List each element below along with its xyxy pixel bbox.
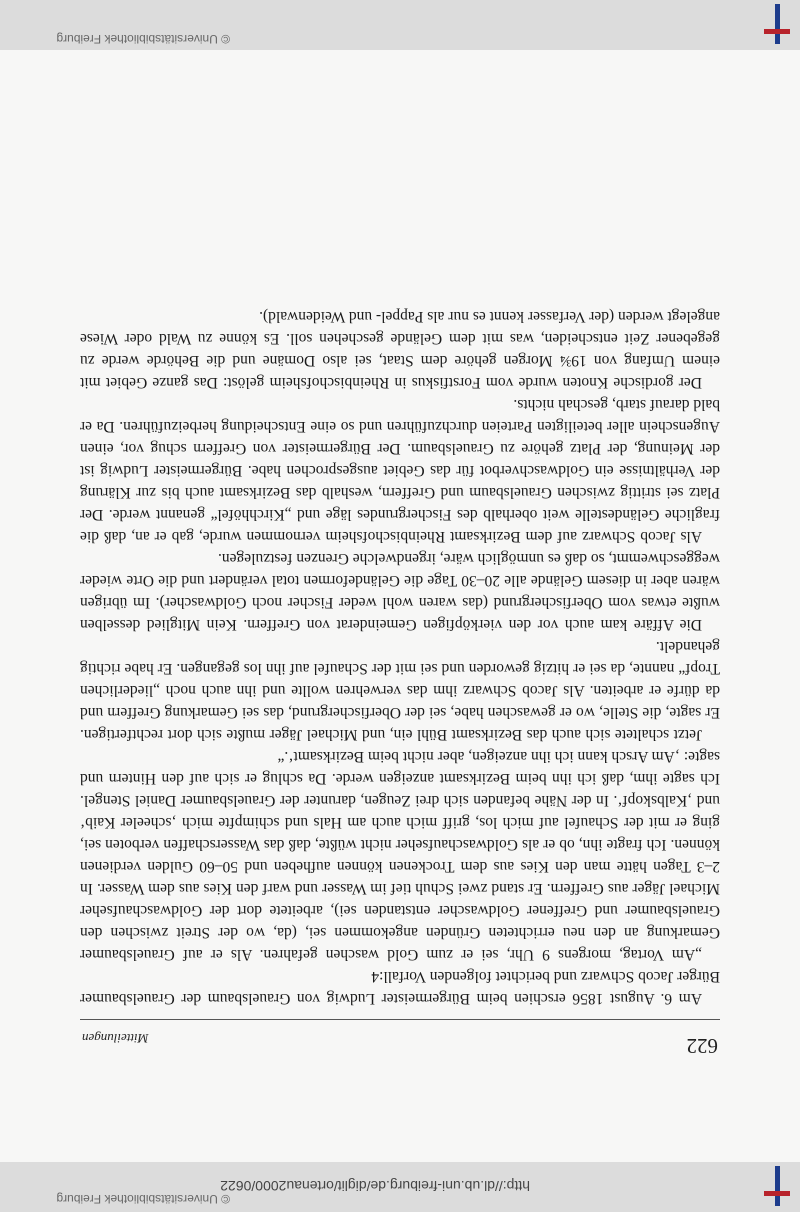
paragraph: Als Jacob Schwarz auf dem Bezirksamt Rheinbischofsheim vernommen wurde, gab er an, daß die fragliche Geländestelle weit oberhalb des Fischergrundes läge und „Kirchhöfel“ genannt werde. Der Platz sei strittig zwischen Grauelsbaum und Greffern, weshalb das Bezirksamt auch bis zur Klärung der Verhältnisse ein Goldwaschverbot für das Gebiet ausgesprochen habe. Bürgermeister Ludwig ist der Meinung, der Platz gehöre zu Grauelsbaum. Der Bürgermeister von Greffern schug vor, einen Augenschein aller beteiligten Parteien durchzuführen und so eine Entscheidung herbeizuführen. Da er bald darauf starb, geschah nichts. — [80, 396, 720, 545]
library-credit-cropped: © Universitätsbibliothek Freiburg — [56, 32, 230, 46]
library-credit: © Universitätsbibliothek Freiburg — [56, 1192, 230, 1206]
page-body — [80, 305, 720, 1009]
paragraph: „Am Vortag, morgens 9 Uhr, sei er zum Gold waschen gefahren. Als er auf Grauelsbaumer Gemarkung an den neu errichteten Gründen angekommen sei, (da, wo der Streit zwischen den Grauelsbaumer und Greffener Goldwascher entstanden sei), arbeitete dort der Goldwaschaufseher Michael Jäger aus Greffern. Er stand zwei Schuh tief im Wasser und warf den Kies aus dem Wasser. In 2–3 Tagen hätte man den Kies aus dem Trockenen können aufheben und 50–60 Gulden verdienen können. Ich fragte ihn, ob er als Goldwaschaufseher nicht wüßte, daß das Wasserschaffen verboten sei, ging er mit der Schaufel auf mich los, griff mich auch am Hals und schimpfte mich ‚scheeler Kaib‘ und ‚Kalbskopf‘. In der Nähe befanden sich drei Zeugen, darunter der Grauelsbaumer Daniel Stengel. Ich sagte ihm, daß ich ihn beim Bezirksamt anzeigen werde. Da schlug er sich auf den Hintern und sagte: ‚Am Arsch kann ich ihn anzeigen, aber nicht beim Bezirksamt‘.“ — [80, 748, 720, 963]
library-logo-icon — [764, 4, 792, 44]
running-head: Mitteilungen — [82, 1031, 149, 1046]
paragraph: Die Affäre kam auch vor den vierköpfigen Gemeinderat von Greffern. Kein Mitglied desselben wußte etwas vom Oberfischergrund (das waren wohl weder Fischer noch Goldwascher). Im übrigen wären aber in diesem Gelände alle 20–30 Tage die Geländeformen total verändert und die Orte wieder weggeschwemmt, so daß es unmöglich wäre, irgendwelche Grenzen festzulegen. — [80, 550, 720, 633]
paragraph: Am 6. August 1856 erschien beim Bürgermeister Ludwig von Grauelsbaum der Grauelsbaumer Bürger Jacob Schwarz und berichtet folgenden Vorfall:4 — [80, 968, 720, 1007]
header-rule — [80, 1019, 720, 1020]
library-logo-icon — [764, 1166, 792, 1206]
viewer-footer-band — [0, 0, 800, 50]
paragraph: Der gordische Knoten wurde vom Forstfiskus in Rheinbischofsheim gelöst: Das ganze Gebiet mit einem Umfang von 19¾ Morgen gehöre dem Staat, sei also Domäne und die Behörde werde zu gegebener Zeit entscheiden, was mit dem Gelände geschehen soll. Es könne zu Wald oder Wiese angelegt werden (der Verfasser kennt es nur als Pappel- und Weidenwald). — [80, 308, 720, 391]
source-url[interactable]: http://dl.ub.uni-freiburg.de/diglit/ortenau2000/0622 — [220, 1178, 530, 1194]
paragraph: Jetzt schaltete sich auch das Bezirksamt Bühl ein, und Michael Jäger mußte sich dort rechtfertigen. Er sagte, die Stelle, wo er gewaschen habe, sei der Oberfischergrund, das sei Gemarkung Greffern und da dürfe er arbeiten. Als Jacob Schwarz ihm das verwehren wollte und ihn auch noch „liederlichen Tropf“ nannte, da sei er hitzig geworden und sei mit der Schaufel auf ihn los gegangen. Er habe richtig gehandelt. — [80, 638, 720, 743]
viewer-header-band — [0, 1162, 800, 1212]
document-page — [0, 50, 800, 1162]
page-number: 622 — [686, 1034, 718, 1058]
